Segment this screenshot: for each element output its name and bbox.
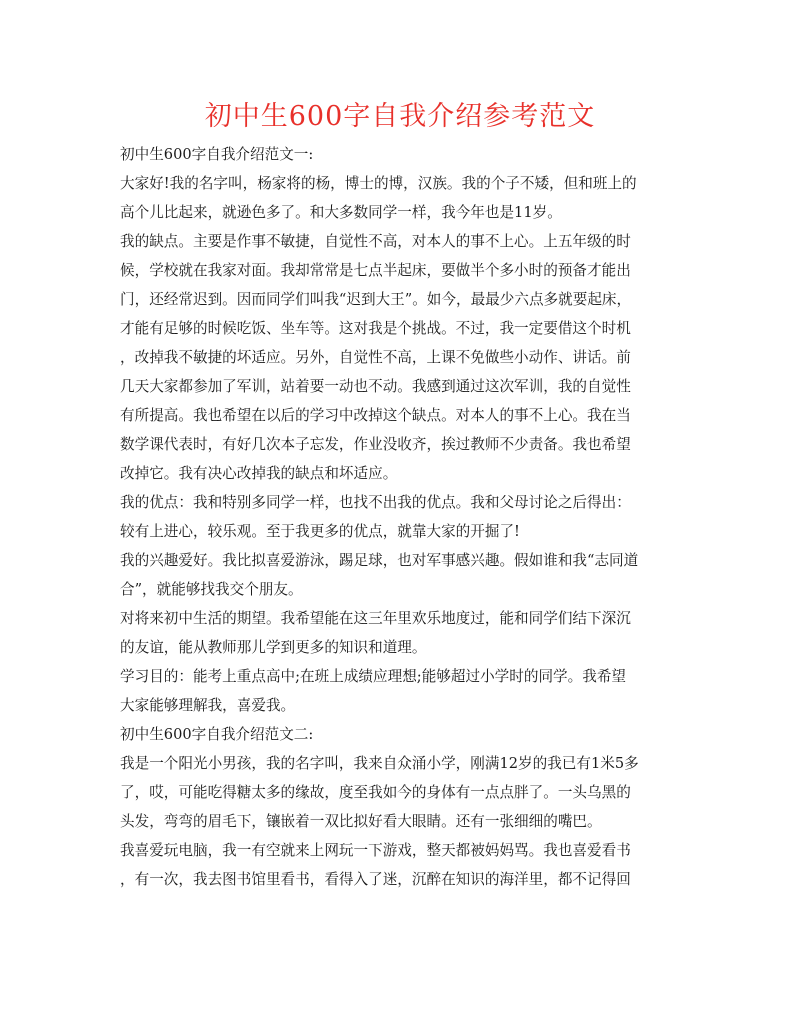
text-line: 改掉它。我有决心改掉我的缺点和坏适应。 — [120, 465, 398, 482]
paragraph — [120, 169, 682, 227]
text-line: 大家能够理解我，喜爱我。 — [120, 697, 296, 714]
text-line: 我的优点：我和特别多同学一样，也找不出我的优点。我和父母讨论之后得出： — [120, 494, 631, 511]
text-line: 头发，弯弯的眉毛下，镶嵌着一双比拟好看大眼睛。还有一张细细的嘴巴。 — [120, 813, 602, 830]
text-line: 学习目的：能考上重点高中;在班上成绩应理想;能够超过小学时的同学。我希望 — [120, 668, 627, 685]
text-line: 数学课代表时，有好几次本子忘发，作业没收齐，挨过教师不少责备。我也希望 — [120, 436, 631, 453]
paragraph — [120, 227, 682, 488]
text-line: 几天大家都参加了军训，站着要一动也不动。我感到通过这次军训，我的自觉性 — [120, 378, 631, 395]
text-line: 我是一个阳光小男孩，我的名字叫，我来自众涌小学，刚满12岁的我已有1米5多 — [120, 755, 639, 772]
paragraph — [120, 546, 682, 604]
text-line: 较有上进心，较乐观。至于我更多的优点，就靠大家的开掘了! — [120, 523, 520, 540]
text-line: 高个儿比起来，就逊色多了。和大多数同学一样，我今年也是11岁。 — [120, 204, 562, 221]
paragraph — [120, 488, 682, 546]
paragraph — [120, 720, 682, 749]
text-line: ，改掉我不敏捷的坏适应。另外，自觉性不高，上课不免做些小动作、讲话。前 — [120, 349, 631, 366]
text-line: 对将来初中生活的期望。我希望能在这三年里欢乐地度过，能和同学们结下深沉 — [120, 610, 631, 627]
paragraph — [120, 662, 682, 720]
text-line: 初中生600字自我介绍范文一: — [120, 146, 314, 163]
text-line: 才能有足够的时候吃饭、坐车等。这对我是个挑战。不过，我一定要借这个时机 — [120, 320, 631, 337]
document-body — [120, 140, 682, 894]
text-line: 有所提高。我也希望在以后的学习中改掉这个缺点。对本人的事不上心。我在当 — [120, 407, 631, 424]
paragraph — [120, 140, 682, 169]
paragraph — [120, 836, 682, 894]
text-line: 合”，就能够找我交个朋友。 — [120, 581, 303, 598]
text-line: 的友谊，能从教师那儿学到更多的知识和道理。 — [120, 639, 427, 656]
text-line: 大家好!我的名字叫，杨家将的杨，博士的博，汉族。我的个子不矮，但和班上的 — [120, 175, 637, 192]
text-line: 我的兴趣爱好。我比拟喜爱游泳，踢足球，也对军事感兴趣。假如谁和我“志同道 — [120, 552, 639, 569]
text-line: 初中生600字自我介绍范文二: — [120, 726, 314, 743]
document-title: 初中生600字自我介绍参考范文 — [204, 101, 596, 132]
text-line: 我喜爱玩电脑，我一有空就来上网玩一下游戏，整天都被妈妈骂。我也喜爱看书 — [120, 842, 631, 859]
text-line: ，有一次，我去图书馆里看书，看得入了迷，沉醉在知识的海洋里，都不记得回 — [120, 871, 631, 888]
text-line: 了，哎，可能吃得糖太多的缘故，度至我如今的身体有一点点胖了。一头乌黑的 — [120, 784, 631, 801]
paragraph — [120, 604, 682, 662]
paragraph — [120, 749, 682, 836]
text-line: 我的缺点。主要是作事不敏捷，自觉性不高，对本人的事不上心。上五年级的时 — [120, 233, 631, 250]
text-line: 候，学校就在我家对面。我却常常是七点半起床，要做半个多小时的预备才能出 — [120, 262, 631, 279]
text-line: 门，还经常迟到。因而同学们叫我“迟到大王”。如今，最最少六点多就要起床， — [120, 291, 632, 308]
